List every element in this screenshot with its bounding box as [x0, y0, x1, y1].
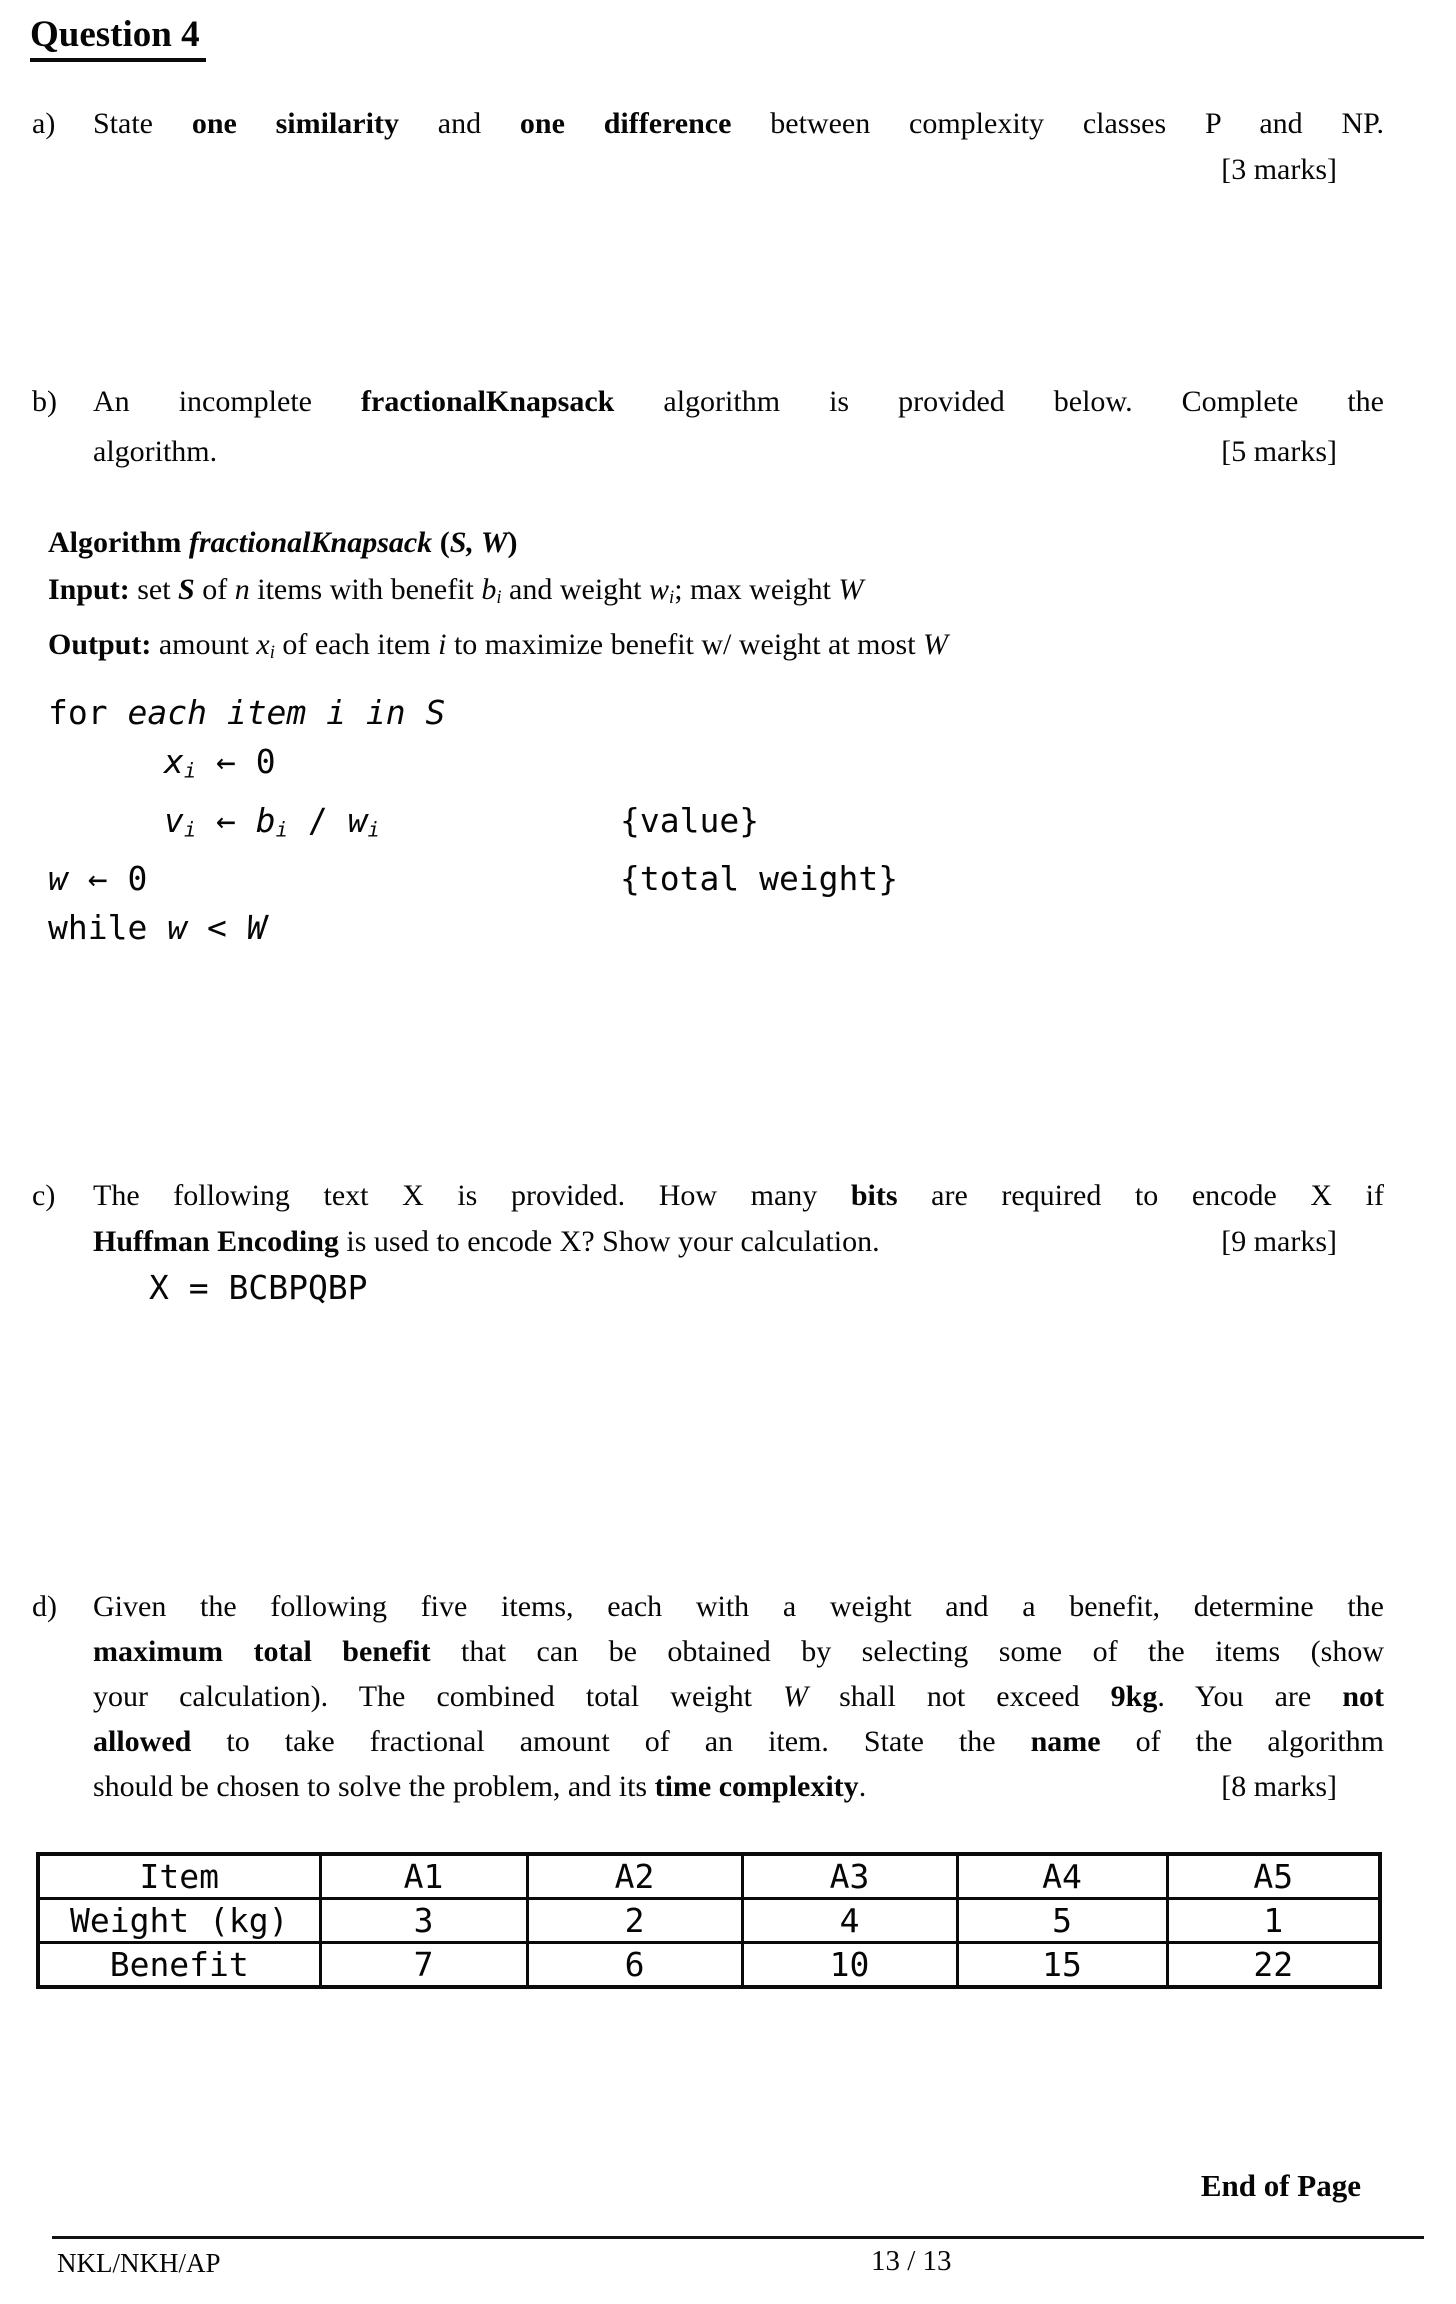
pseudocode-block	[48, 688, 1148, 952]
question-c-line1: The following text X is provided. How many bits are required to encode X if	[93, 1179, 1384, 1212]
question-d-marks: [8 marks]	[1221, 1770, 1337, 1803]
table-row-label: Weight (kg)	[38, 1899, 320, 1943]
question-d-line4: allowed to take fractional amount of an item. State the name of the algorithm	[93, 1725, 1384, 1758]
question-b	[30, 377, 1395, 477]
question-d-line2: maximum total benefit that can be obtained by selecting some of the items (show	[93, 1635, 1384, 1668]
items-table	[36, 1852, 1382, 1989]
algorithm-input-line: Input: set S of n items with benefit bi and weight wi; max weight W	[48, 573, 864, 609]
code-line-xi-text: xi ← 0	[164, 742, 276, 783]
table-cell: 3	[320, 1899, 527, 1943]
table-cell: 2	[527, 1899, 742, 1943]
question-b-marks: [5 marks]	[1221, 435, 1337, 468]
code-line-while-text: while w < W	[48, 908, 267, 947]
algorithm-title-line: Algorithm fractionalKnapsack (S, W)	[48, 526, 518, 559]
footer-doc-code: NKL/NKH/AP	[57, 2248, 221, 2278]
table-cell: 22	[1167, 1943, 1380, 1988]
question-d-line5-text: should be chosen to solve the problem, and its time complexity.	[93, 1770, 867, 1803]
table-cell: 7	[320, 1943, 527, 1988]
question-d-line1: Given the following five items, each with a weight and a benefit, determine the	[93, 1590, 1384, 1623]
page-title: Question 4	[30, 13, 206, 62]
question-b-line2-text: algorithm.	[93, 435, 218, 468]
table-cell: 6	[527, 1943, 742, 1988]
table-header-cell: Item	[38, 1854, 320, 1899]
question-d-line5	[93, 1764, 1384, 1809]
table-header-row	[38, 1854, 1380, 1899]
code-line-while	[48, 903, 1148, 952]
end-of-page-label: End of Page	[1200, 2168, 1361, 2203]
table-header-cell: A4	[957, 1854, 1167, 1899]
code-line-xi	[48, 737, 1148, 796]
question-c-text-x: X = BCBPQBP	[149, 1268, 368, 1307]
table-cell: 15	[957, 1943, 1167, 1988]
algorithm-header-block	[48, 519, 1378, 676]
table-header-cell: A2	[527, 1854, 742, 1899]
table-row-weight	[38, 1899, 1380, 1943]
table-header-cell: A1	[320, 1854, 527, 1899]
question-a-line1: State one similarity and one difference between complexity classes P and NP.	[93, 107, 1384, 140]
code-line-vi-text: vi ← bi / wi	[164, 800, 380, 841]
table-row-label: Benefit	[38, 1943, 320, 1988]
question-d	[30, 1584, 1395, 1809]
question-a-marker: a)	[32, 107, 56, 140]
code-line-for-text: for each item i in S	[48, 693, 446, 732]
code-line-for	[48, 688, 1148, 737]
table-header-cell: A3	[742, 1854, 957, 1899]
table-header-cell: A5	[1167, 1854, 1380, 1899]
table-cell: 1	[1167, 1899, 1380, 1943]
table-cell: 4	[742, 1899, 957, 1943]
question-c-line2-text: Huffman Encoding is used to encode X? Show your calculation.	[93, 1225, 880, 1258]
question-b-line1: An incomplete fractionalKnapsack algorithm is provided below. Complete the	[93, 385, 1384, 418]
question-c	[30, 1173, 1395, 1311]
table-cell: 5	[957, 1899, 1167, 1943]
code-comment-value: {value}	[620, 800, 760, 840]
question-b-marker: b)	[32, 385, 57, 418]
code-line-w-text: w ← 0	[48, 859, 148, 898]
code-comment-total-weight: {total weight}	[620, 859, 899, 898]
algorithm-output-line: Output: amount xi of each item i to maximize benefit w/ weight at most W	[48, 628, 949, 664]
question-c-line2	[93, 1219, 1384, 1265]
question-a-marks: [3 marks]	[1221, 153, 1337, 186]
footer-page-number: 13 / 13	[871, 2245, 952, 2277]
footer-divider	[52, 2236, 1424, 2239]
question-d-line3: your calculation). The combined total weight W shall not exceed 9kg. You are not	[93, 1680, 1385, 1713]
question-a	[30, 101, 1395, 193]
question-c-marks: [9 marks]	[1221, 1225, 1337, 1258]
table-cell: 10	[742, 1943, 957, 1988]
code-line-w	[48, 854, 1148, 903]
code-line-vi	[48, 796, 1148, 855]
question-d-marker: d)	[32, 1590, 57, 1623]
table-row-benefit	[38, 1943, 1380, 1988]
question-b-line2	[93, 427, 1384, 477]
question-c-marker: c)	[32, 1179, 56, 1212]
